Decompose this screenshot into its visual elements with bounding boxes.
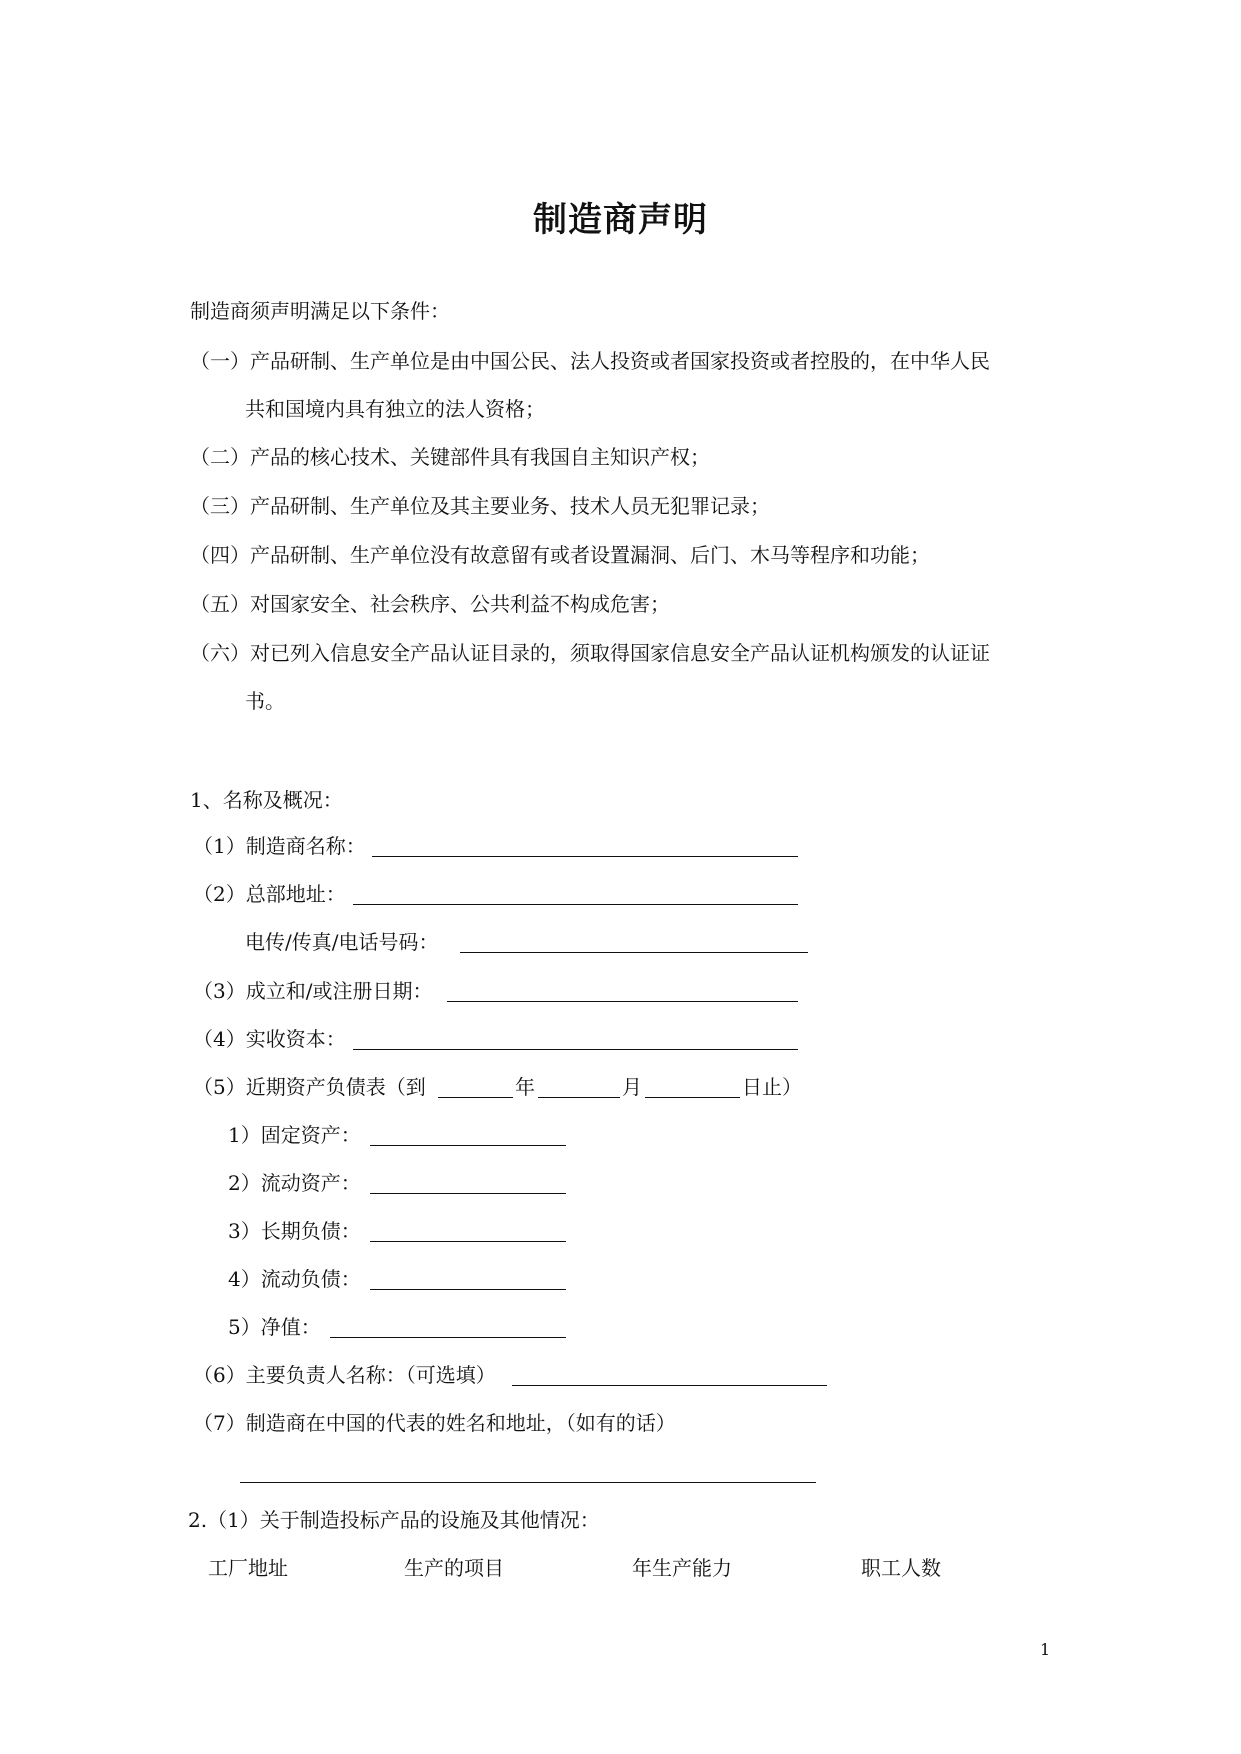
long-term-debt-field[interactable]: [370, 1241, 566, 1242]
hq-address-label: （2）总部地址：: [193, 882, 346, 906]
column-factory-address: 工厂地址: [208, 1556, 288, 1580]
current-debt-label: 4）流动负债：: [228, 1267, 361, 1291]
manufacturer-name-label: （1）制造商名称：: [193, 834, 366, 858]
intro-text: 制造商须声明满足以下条件：: [190, 299, 450, 323]
net-value-field[interactable]: [330, 1337, 566, 1338]
column-annual-capacity: 年生产能力: [632, 1556, 732, 1580]
condition-text: 产品的核心技术、关键部件具有我国自主知识产权；: [250, 445, 710, 469]
condition-label: （二）: [190, 445, 250, 469]
balance-year-label: 年: [515, 1075, 535, 1099]
section2-heading: 2.（1）关于制造投标产品的设施及其他情况：: [188, 1508, 600, 1532]
long-term-debt-label: 3）长期负债：: [228, 1219, 361, 1243]
current-assets-label: 2）流动资产：: [228, 1171, 361, 1195]
balance-year-field[interactable]: [438, 1097, 513, 1098]
condition-text: 产品研制、生产单位及其主要业务、技术人员无犯罪记录；: [250, 494, 770, 518]
principal-field[interactable]: [512, 1385, 827, 1386]
principal-label: （6）主要负责人名称：（可选填）: [193, 1363, 496, 1387]
section1-heading: 1、名称及概况：: [190, 788, 343, 812]
condition-label: （四）: [190, 543, 250, 567]
established-date-field[interactable]: [447, 1001, 798, 1002]
condition-label: （五）: [190, 592, 250, 616]
contact-label: 电传/传真/电话号码：: [245, 930, 439, 954]
current-assets-field[interactable]: [370, 1193, 566, 1194]
fixed-assets-field[interactable]: [370, 1145, 566, 1146]
condition-label: （三）: [190, 494, 250, 518]
page-title: 制造商声明: [533, 200, 708, 240]
condition-text: 对已列入信息安全产品认证目录的，须取得国家信息安全产品认证机构颁发的认证证: [250, 641, 990, 665]
condition-text: 产品研制、生产单位没有故意留有或者设置漏洞、后门、木马等程序和功能；: [250, 543, 930, 567]
current-debt-field[interactable]: [370, 1289, 566, 1290]
representative-field[interactable]: [240, 1482, 816, 1483]
balance-suffix-label: 日止）: [742, 1075, 802, 1099]
condition-text-continued: 书。: [245, 689, 285, 713]
balance-day-field[interactable]: [645, 1097, 740, 1098]
fixed-assets-label: 1）固定资产：: [228, 1123, 361, 1147]
balance-month-field[interactable]: [538, 1097, 620, 1098]
page-number: 1: [1040, 1640, 1051, 1659]
paid-capital-label: （4）实收资本：: [193, 1027, 346, 1051]
column-production-items: 生产的项目: [404, 1556, 504, 1580]
net-value-label: 5）净值：: [228, 1315, 321, 1339]
condition-text: 产品研制、生产单位是由中国公民、法人投资或者国家投资或者控股的，在中华人民: [250, 349, 990, 373]
condition-label: （一）: [190, 349, 250, 373]
balance-month-label: 月: [622, 1075, 642, 1099]
manufacturer-name-field[interactable]: [372, 856, 798, 857]
condition-label: （六）: [190, 641, 250, 665]
balance-sheet-label: （5）近期资产负债表（到: [193, 1075, 426, 1099]
established-date-label: （3）成立和/或注册日期：: [193, 979, 433, 1003]
condition-text-continued: 共和国境内具有独立的法人资格；: [245, 397, 545, 421]
hq-address-field[interactable]: [353, 904, 798, 905]
contact-field[interactable]: [460, 952, 808, 953]
column-employee-count: 职工人数: [861, 1556, 941, 1580]
condition-text: 对国家安全、社会秩序、公共利益不构成危害；: [250, 592, 670, 616]
paid-capital-field[interactable]: [353, 1049, 798, 1050]
representative-label: （7）制造商在中国的代表的姓名和地址，（如有的话）: [193, 1411, 676, 1435]
